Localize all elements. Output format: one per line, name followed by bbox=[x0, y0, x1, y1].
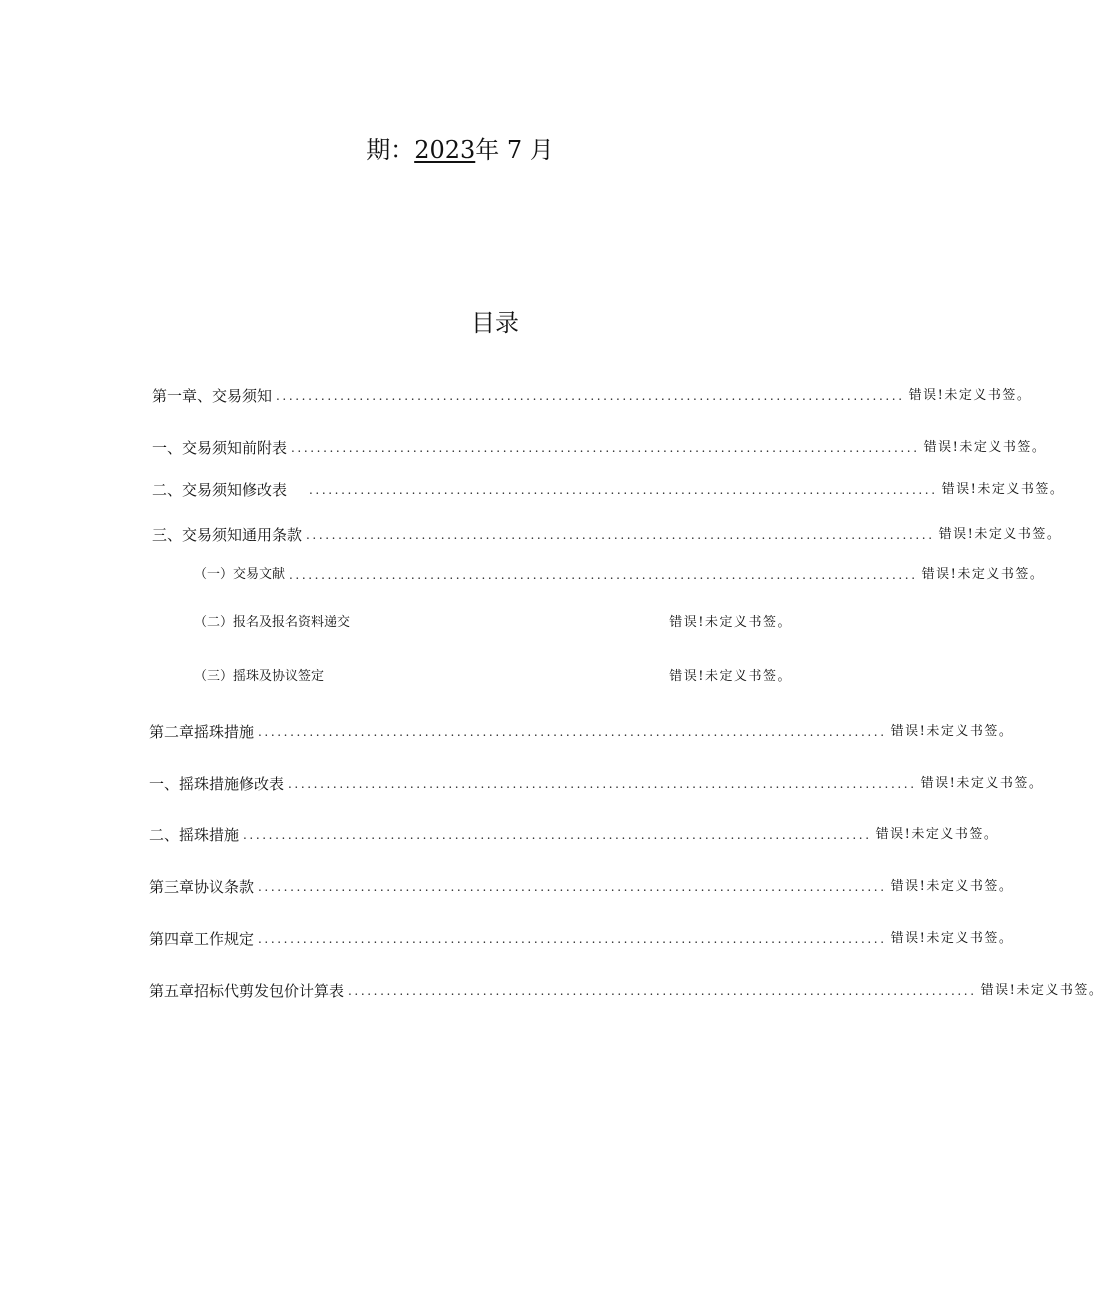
toc-entry-page: 错误!未定义书签。 bbox=[890, 879, 1014, 894]
toc-entry-page: 错误!未定义书签。 bbox=[669, 669, 792, 684]
toc-entry-label: 第四章工作规定 bbox=[149, 930, 255, 948]
toc-title: 目录 bbox=[471, 309, 519, 337]
toc-entry-page: 错误!未定义书签。 bbox=[980, 983, 1103, 998]
toc-leader-dots: .................................................................................................. bbox=[258, 880, 887, 894]
toc-entry[interactable] bbox=[149, 929, 1014, 949]
toc-entry[interactable] bbox=[152, 386, 1032, 406]
toc-leader-dots: .................................................................................................. bbox=[276, 389, 905, 403]
toc-entry-label: 第一章、交易须知 bbox=[152, 387, 273, 405]
toc-entry[interactable] bbox=[149, 981, 1103, 1001]
toc-entry[interactable] bbox=[194, 565, 1045, 585]
date-year: 2023 bbox=[414, 136, 476, 164]
toc-entry-label: 二、摇珠措施 bbox=[149, 826, 240, 844]
date-rest: 年 7 月 bbox=[475, 136, 554, 164]
toc-leader-dots: .................................................................................................. bbox=[306, 528, 935, 542]
toc-entry-label: （三）摇珠及协议签定 bbox=[194, 669, 325, 684]
toc-leader-dots: .................................................................................................. bbox=[309, 483, 938, 497]
toc-entry[interactable] bbox=[149, 877, 1014, 897]
toc-entry-label: 第二章摇珠措施 bbox=[149, 723, 255, 741]
toc-entry-page: 错误!未定义书签。 bbox=[921, 567, 1045, 582]
toc-entry-page: 错误!未定义书签。 bbox=[875, 827, 999, 842]
toc-entry[interactable] bbox=[194, 667, 792, 687]
date-line bbox=[0, 130, 920, 165]
toc-leader-dots: .................................................................................................. bbox=[288, 777, 917, 791]
toc-leader-dots: .................................................................................................. bbox=[348, 984, 977, 998]
toc-entry[interactable] bbox=[152, 525, 1062, 545]
date-prefix: 期： bbox=[366, 136, 415, 164]
toc-entry-page: 错误!未定义书签。 bbox=[669, 615, 792, 630]
toc-entry-page: 错误!未定义书签。 bbox=[908, 388, 1032, 403]
toc-entry[interactable] bbox=[149, 722, 1014, 742]
toc-entry[interactable] bbox=[149, 774, 1044, 794]
toc-entry[interactable] bbox=[194, 613, 792, 633]
toc-entry-label: 一、摇珠措施修改表 bbox=[149, 775, 285, 793]
toc-entry-label: 一、交易须知前附表 bbox=[152, 439, 288, 457]
toc-entry[interactable] bbox=[149, 825, 999, 845]
toc-entry-label: 二、交易须知修改表 bbox=[152, 481, 288, 499]
toc-entry-page: 错误!未定义书签。 bbox=[890, 931, 1014, 946]
toc-entry-label: 第五章招标代剪发包价计算表 bbox=[149, 982, 345, 1000]
toc-entry-label: 三、交易须知通用条款 bbox=[152, 526, 303, 544]
toc-entry-label: 第三章协议条款 bbox=[149, 878, 255, 896]
toc-leader-dots: .................................................................................................. bbox=[258, 932, 887, 946]
toc-entry-page: 错误!未定义书签。 bbox=[923, 440, 1047, 455]
toc-leader-dots: .................................................................................................. bbox=[289, 568, 918, 582]
toc-entry-page: 错误!未定义书签。 bbox=[890, 724, 1014, 739]
toc-leader-dots: .................................................................................................. bbox=[243, 828, 872, 842]
toc-entry-page: 错误!未定义书签。 bbox=[938, 527, 1062, 542]
toc-entry[interactable] bbox=[152, 438, 1047, 458]
toc-entry[interactable] bbox=[152, 480, 1065, 500]
toc-entry-label: （一）交易文献 bbox=[194, 567, 286, 582]
toc-entry-page: 错误!未定义书签。 bbox=[941, 482, 1065, 497]
toc-entry-label: （二）报名及报名资料递交 bbox=[194, 615, 351, 630]
toc-leader-dots: .................................................................................................. bbox=[291, 441, 920, 455]
toc-leader-dots: .................................................................................................. bbox=[258, 725, 887, 739]
toc-entry-page: 错误!未定义书签。 bbox=[920, 776, 1044, 791]
